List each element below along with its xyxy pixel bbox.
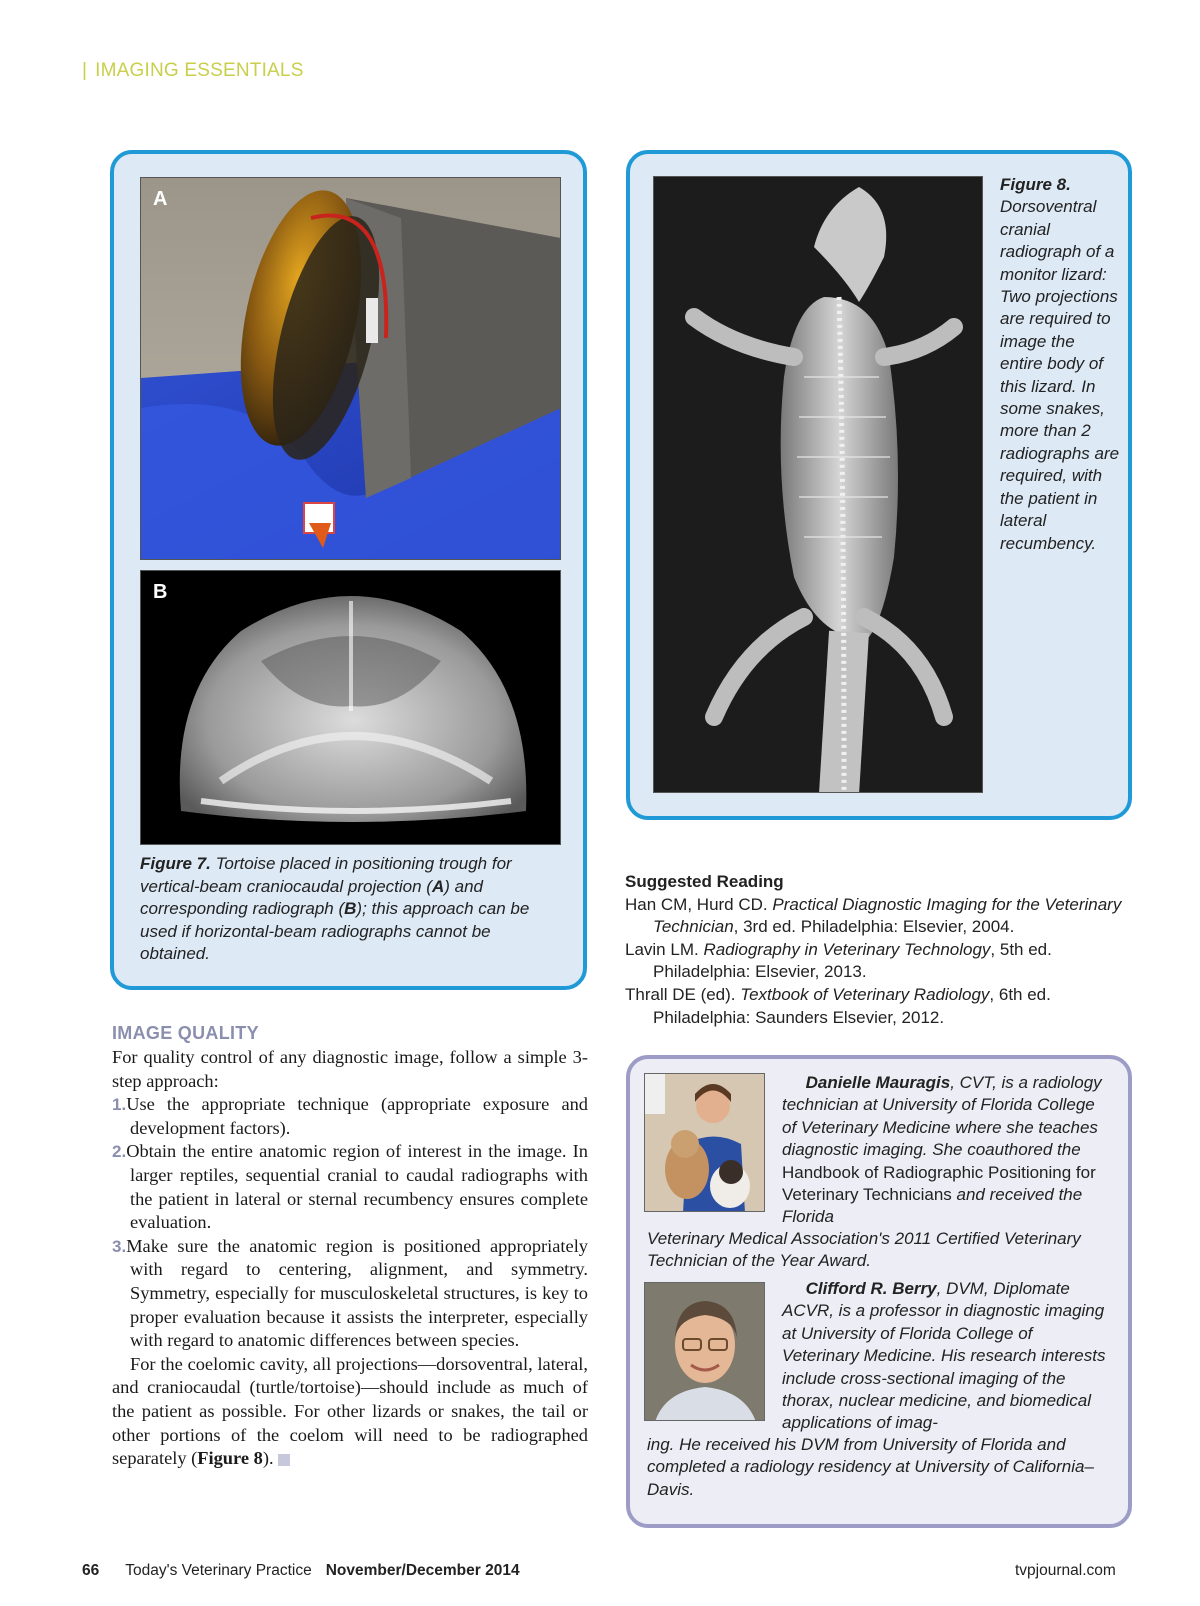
author-photo-berry <box>644 1282 765 1421</box>
reference-item <box>625 939 1135 984</box>
journal-url[interactable]: tvpjournal.com <box>1015 1562 1116 1579</box>
end-of-article-mark <box>278 1454 290 1466</box>
suggested-reading <box>625 871 1135 1029</box>
figure-7a-photo <box>140 177 561 560</box>
figure-8-caption-text: Dorsoventral cranial radiograph of a monitor lizard: Two projections are required to image the entire body of this lizard. In some snakes, more than 2 radiographs are required, with the patient in lateral recumbency. <box>1000 197 1120 553</box>
journal-name: Today's Veterinary Practice <box>125 1562 312 1579</box>
bio-berry-continued: ing. He received his DVM from University of Florida and completed a radiology residency at University of California–Davis. <box>647 1435 1094 1499</box>
panel-b-label: B <box>153 581 168 603</box>
page-number: 66 <box>82 1562 100 1579</box>
lizard-radiograph-illustration <box>654 177 983 793</box>
figure-7-caption-part: ) and corresponding radiograph ( <box>140 876 484 918</box>
bio-mauragis <box>782 1072 1107 1229</box>
figure-reference: Figure 8 <box>197 1448 263 1469</box>
book-title: Handbook of Radiographic Positioning for Veterinary Technicians <box>782 1162 1096 1205</box>
page-footer <box>82 1562 520 1580</box>
reference-authors: Lavin LM. <box>625 939 704 959</box>
step-text: Make sure the anatomic region is positioned appropriately with regard to centering, alignment, and symmetry. Symmetry, especially for musculoskeletal structures, is key to proper evaluation because it assists the interpreter, especially with regard to anatomic differences between species. <box>126 1235 588 1351</box>
figure-8-title: Figure 8. <box>1000 175 1071 194</box>
figure-7b-radiograph <box>140 570 561 845</box>
step-item <box>112 1140 588 1234</box>
author-portrait <box>645 1283 765 1421</box>
figure-7-caption-b: B <box>344 899 357 918</box>
image-quality-heading: IMAGE QUALITY <box>112 1023 259 1043</box>
reference-item <box>625 894 1135 939</box>
author-photo-mauragis <box>644 1073 765 1212</box>
reference-title: Radiography in Veterinary Technology <box>703 939 991 959</box>
figure-8-caption <box>1000 174 1120 555</box>
bio-text: and received the Florida <box>782 1185 1083 1227</box>
reference-authors: Thrall DE (ed). <box>625 984 741 1004</box>
section-header <box>82 60 304 82</box>
bio-berry <box>782 1278 1107 1435</box>
image-quality-intro: For quality control of any diagnostic image, follow a simple 3-step approach: <box>112 1047 588 1091</box>
step-item <box>112 1093 588 1140</box>
step-number: 2. <box>112 1142 127 1162</box>
reference-title: Textbook of Veterinary Radiology <box>740 984 990 1004</box>
figure-7-caption <box>140 853 560 966</box>
panel-a-label: A <box>153 188 168 210</box>
reference-details: , 6th ed. Philadelphia: Saunders Elsevier, 2012. <box>653 984 1051 1027</box>
figure-7-caption-part: ); this approach can be used if horizontal-beam radiographs cannot be obtained. <box>140 899 530 963</box>
figure-8-radiograph <box>653 176 983 793</box>
author-name: Clifford R. Berry <box>805 1279 937 1298</box>
step-text: Use the appropriate technique (appropriate exposure and development factors). <box>126 1094 588 1138</box>
figure-7-caption-a: A <box>431 876 445 896</box>
step-number: 1. <box>112 1095 127 1115</box>
coelomic-paragraph <box>112 1353 588 1471</box>
header-bar: | <box>82 60 88 81</box>
reference-title: Practical Diagnostic Imaging for the Veterinary Technician <box>653 894 1122 937</box>
issue-date: November/December 2014 <box>325 1562 520 1579</box>
figure-7-title: Figure 7. <box>140 854 211 873</box>
reference-details: , 3rd ed. Philadelphia: Elsevier, 2004. <box>733 917 1015 937</box>
section-title: IMAGING ESSENTIALS <box>95 60 304 81</box>
step-text: Obtain the entire anatomic region of interest in the image. In larger reptiles, sequential cranial to caudal radiographs with the patient in lateral or sternal recumbency ensures complete evaluation. <box>126 1141 588 1233</box>
tortoise-radiograph-illustration <box>141 571 561 845</box>
step-item <box>112 1235 588 1353</box>
tortoise-photo-illustration <box>141 178 561 560</box>
bio-mauragis-continued: Veterinary Medical Association's 2011 Certified Veterinary Technician of the Year Award. <box>647 1229 1081 1271</box>
reference-authors: Han CM, Hurd CD. <box>625 894 773 914</box>
paragraph-text: ). <box>262 1448 274 1469</box>
image-quality-body <box>112 1046 588 1471</box>
step-number: 3. <box>112 1236 127 1256</box>
reading-heading: Suggested Reading <box>625 872 784 891</box>
figure-7-caption-part: Tortoise placed in positioning trough for vertical-beam craniocaudal projection ( <box>140 854 512 896</box>
author-name: Danielle Mauragis <box>805 1073 951 1092</box>
paragraph-text: For the coelomic cavity, all projections—dorsoventral, lateral, and craniocaudal (turtle/tortoise)—should include as much of the patient as possible. For other lizards or snakes, the tail or other portions of the coelom will need to be radiographed separately ( <box>112 1353 588 1469</box>
author-portrait-with-dogs <box>645 1074 765 1212</box>
reference-item <box>625 984 1135 1029</box>
bio-text: , DVM, Diplomate ACVR, is a professor in diagnostic imaging at University of Florida College of Veterinary Medicine. His research interests include cross-sectional imaging of the thorax, nuclear medicine, and biomedical applications of imag- <box>782 1279 1106 1433</box>
bio-text: , CVT, is a radiology technician at University of Florida College of Veterinary Medicine where she teaches diagnostic imaging. She coauthored the <box>782 1073 1102 1160</box>
reference-details: , 5th ed. Philadelphia: Elsevier, 2013. <box>653 939 1052 982</box>
